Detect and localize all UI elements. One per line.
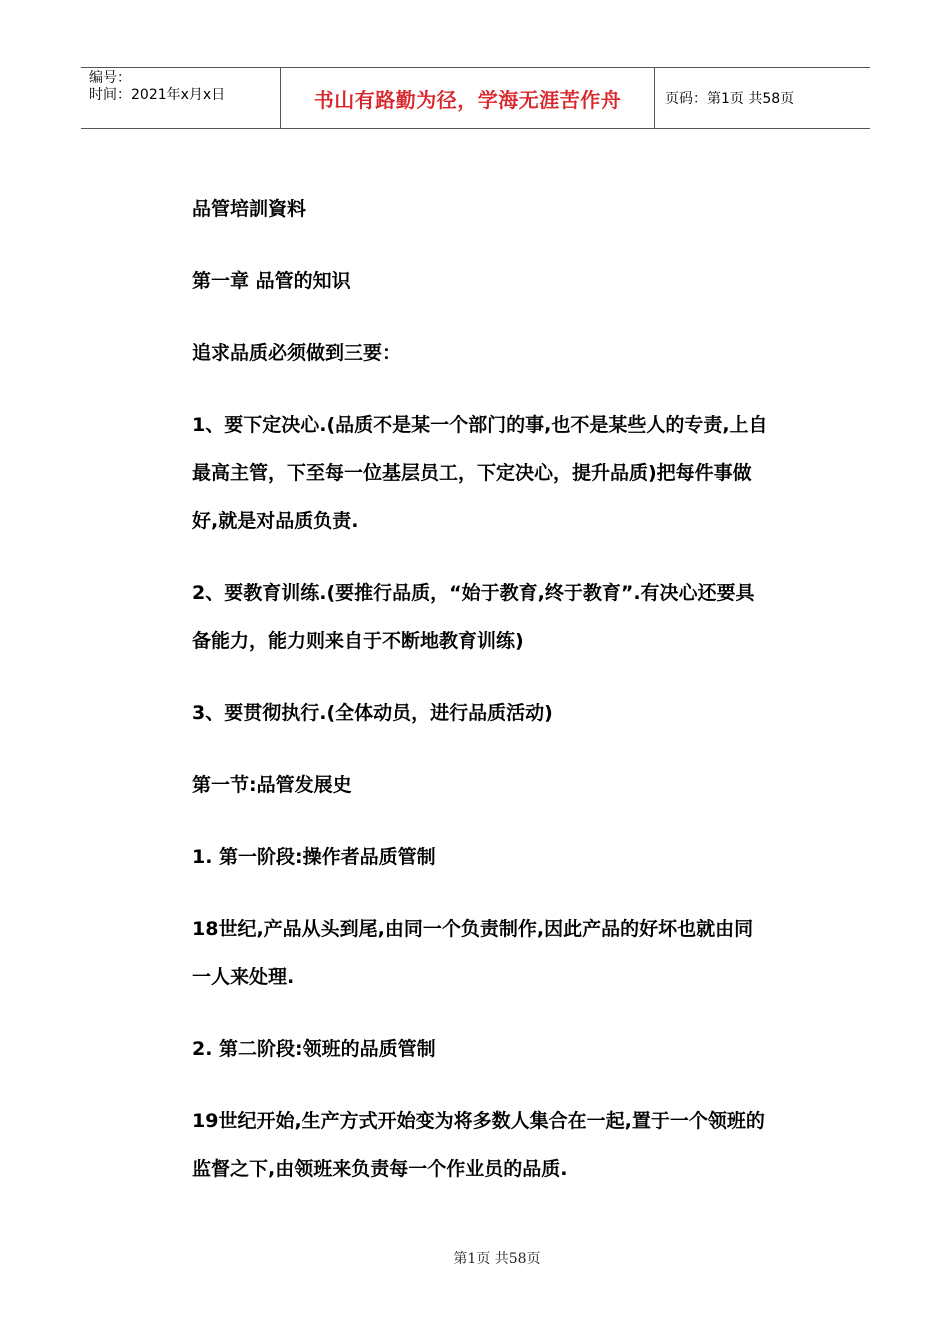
paragraph: 2. 第二阶段:领班的品质管制 — [192, 1038, 436, 1060]
document-time-label: 时间：2021年x月x日 — [89, 87, 226, 103]
document-body — [192, 185, 772, 1217]
paragraph: 3、要贯彻执行.(全体动员，进行品质活动) — [192, 702, 553, 724]
doc-title: 品管培訓資料 — [192, 198, 307, 220]
header-page-info: 页码：第1页 共58页 — [665, 91, 795, 107]
paragraph: 18世纪,产品从头到尾,由同一个负责制作,因此产品的好坏也就由同一人来处理. — [192, 918, 754, 988]
paragraph: 追求品质必须做到三要： — [192, 342, 402, 364]
chapter-heading: 第一章 品管的知识 — [192, 270, 351, 292]
section-heading: 第一节:品管发展史 — [192, 774, 352, 796]
paragraph: 1. 第一阶段:操作者品质管制 — [192, 846, 436, 868]
paragraph: 1、要下定决心.(品质不是某一个部门的事,也不是某些人的专责,上自最高主管，下至每一位基层员工，下定决心，提升品质)把每件事做好,就是对品质负责. — [192, 414, 768, 532]
document-number-label: 编号： — [89, 70, 131, 86]
header-meta-cell — [81, 68, 281, 128]
paragraph: 2、要教育训练.(要推行品质，“始于教育,终于教育”.有决心还要具备能力，能力则来自于不断地教育训练) — [192, 582, 755, 652]
paragraph: 19世纪开始,生产方式开始变为将多数人集合在一起,置于一个领班的监督之下,由领班来负责每一个作业员的品质. — [192, 1110, 765, 1180]
document-header — [81, 67, 870, 129]
header-motto: 书山有路勤为径，学海无涯苦作舟 — [281, 68, 655, 128]
page-footer: 第1页 共58页 — [453, 1251, 541, 1267]
